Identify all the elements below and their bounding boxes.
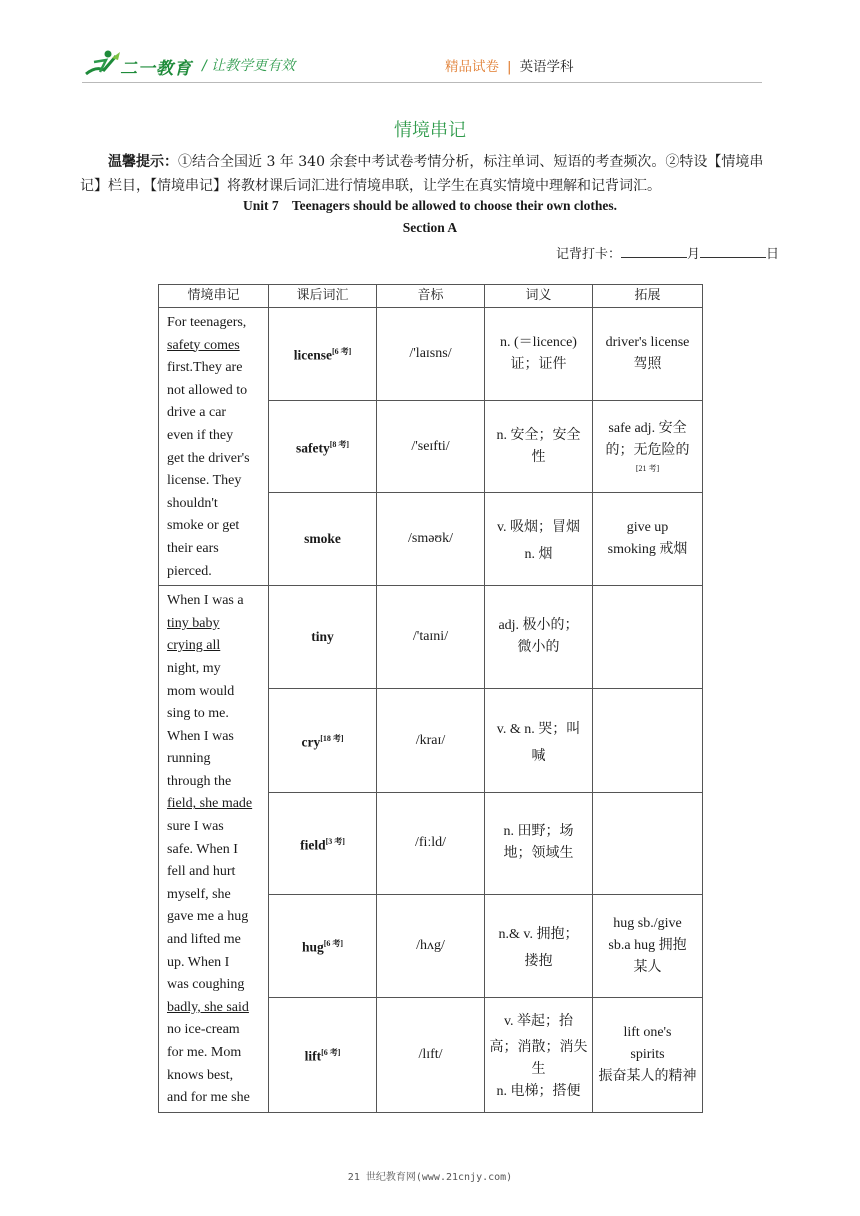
word-cell: safety[8 考] bbox=[269, 401, 377, 493]
header-left-label: 精品试卷 bbox=[445, 59, 499, 75]
header-cell: 词义 bbox=[485, 285, 593, 308]
word-cell: hug[6 考] bbox=[269, 895, 377, 998]
header-cell: 音标 bbox=[377, 285, 485, 308]
table-row bbox=[159, 308, 703, 401]
slogan: / 让教学更有效 bbox=[202, 58, 296, 74]
extension-cell: safe adj. 安全 的；无危险的 [21 考] bbox=[593, 401, 703, 493]
phonetic-cell: /'taɪni/ bbox=[377, 586, 485, 689]
extension-cell: driver's license 驾照 bbox=[593, 308, 703, 401]
phonetic-cell: /'seɪfti/ bbox=[377, 401, 485, 493]
word-cell: lift[6 考] bbox=[269, 998, 377, 1112]
runner-logo-icon bbox=[82, 48, 122, 80]
checkin-day: 日 bbox=[766, 247, 780, 262]
phonetic-cell: /lɪft/ bbox=[377, 998, 485, 1112]
extension-cell bbox=[593, 689, 703, 792]
word-cell: license[6 考] bbox=[269, 308, 377, 401]
checkin-label: 记背打卡： bbox=[556, 247, 622, 262]
day-blank[interactable] bbox=[700, 245, 766, 258]
word-cell: field[3 考] bbox=[269, 792, 377, 894]
checkin-month: 月 bbox=[687, 247, 701, 262]
vocab-table bbox=[158, 284, 703, 1113]
extension-cell: give up smoking 戒烟 bbox=[593, 493, 703, 586]
phonetic-cell: /hʌg/ bbox=[377, 895, 485, 998]
meaning-cell: n. (＝licence) 证；证件 bbox=[485, 308, 593, 401]
tip-label: 温馨提示： bbox=[108, 154, 178, 170]
extension-cell: lift one's spirits 振奋某人的精神 bbox=[593, 998, 703, 1112]
word-cell: cry[18 考] bbox=[269, 689, 377, 792]
meaning-cell: v. 举起；抬 高；消散；消失生 n. 电梯；搭便 bbox=[485, 998, 593, 1112]
checkin bbox=[556, 243, 779, 262]
phonetic-cell: /'laɪsns/ bbox=[377, 308, 485, 401]
header-right-label: 英语学科 bbox=[519, 59, 574, 75]
meaning-cell: v. 吸烟；冒烟 n. 烟 bbox=[485, 493, 593, 586]
extension-cell bbox=[593, 586, 703, 689]
tip-text: ①结合全国近 3 年 340 余套中考试卷考情分析，标注单词、短语的考查频次。②特设【情境串记】栏目，【情境串记】将教材课后词汇进行情境串联，让学生在真实情境中理解和记背词汇。 bbox=[80, 154, 764, 194]
phonetic-cell: /sməʊk/ bbox=[377, 493, 485, 586]
meaning-cell: n.& v. 拥抱； 搂抱 bbox=[485, 895, 593, 998]
header-cell: 情境串记 bbox=[159, 285, 269, 308]
meaning-cell: n. 田野；场 地；领域生 bbox=[485, 792, 593, 894]
logo-text: 二一教育 bbox=[120, 59, 192, 79]
header-labels: 精品试卷 | 英语学科 bbox=[445, 59, 574, 75]
word-cell: tiny bbox=[269, 586, 377, 689]
word-cell: smoke bbox=[269, 493, 377, 586]
header-divider bbox=[82, 82, 762, 83]
month-blank[interactable] bbox=[621, 245, 687, 258]
section-title: Section A bbox=[402, 220, 458, 235]
page-footer: 21 世纪教育网(www.21cnjy.com) bbox=[347, 1172, 513, 1183]
header-cell: 课后词汇 bbox=[269, 285, 377, 308]
phonetic-cell: /fiːld/ bbox=[377, 792, 485, 894]
meaning-cell: n. 安全；安全 性 bbox=[485, 401, 593, 493]
meaning-cell: adj. 极小的； 微小的 bbox=[485, 586, 593, 689]
table-row bbox=[159, 586, 703, 689]
page-title: 情境串记 bbox=[394, 120, 466, 141]
unit-title: Unit 7 Teenagers should be allowed to choose their own clothes. bbox=[242, 198, 618, 213]
extension-cell: hug sb./give sb.a hug 拥抱 某人 bbox=[593, 895, 703, 998]
table-header-row bbox=[159, 285, 703, 308]
tip-paragraph bbox=[80, 150, 780, 198]
story-cell-2: When I was a tiny baby crying all night, my mom would sing to me. When I was running through the field, she made sure I was safe. When I fell and hurt myself, she gave me a hug and lifted me up. When I was coughing badly, she said no ice-cream for me. Mom knows best, and for me she bbox=[159, 586, 269, 1113]
story-cell-1: For teenagers, safety comes first.They are not allowed to drive a car even if they get the driver's license. They shouldn't smoke or get their ears pierced. bbox=[159, 308, 269, 586]
meaning-cell: v. & n. 哭；叫 喊 bbox=[485, 689, 593, 792]
phonetic-cell: /kraɪ/ bbox=[377, 689, 485, 792]
header-cell: 拓展 bbox=[593, 285, 703, 308]
extension-cell bbox=[593, 792, 703, 894]
page-header bbox=[82, 44, 762, 84]
